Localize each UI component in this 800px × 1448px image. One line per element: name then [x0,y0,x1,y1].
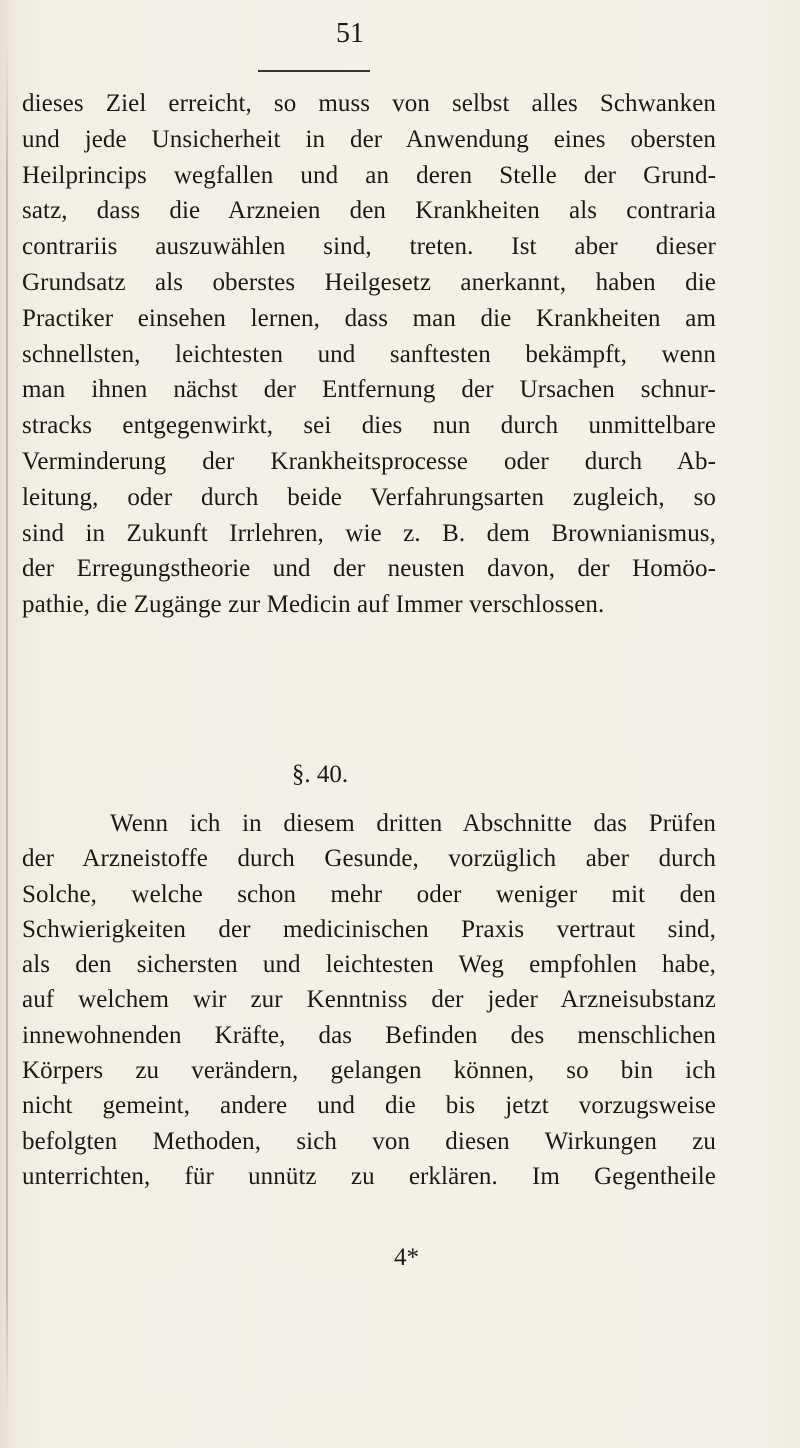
text-line: und jede Unsicherheit in der Anwendung eines obersten [22,125,716,153]
text-line: Practiker einsehen lernen, dass man die Krankheiten am [22,304,716,332]
text-line: innewohnenden Kräfte, das Befinden des menschlichen [22,1021,716,1049]
text-line: sind in Zukunft Irrlehren, wie z. B. dem Brownianismus, [22,519,716,547]
section-heading: §. 40. [291,761,349,788]
text-line: Solche, welche schon mehr oder weniger mit den [22,880,716,908]
header-rule [258,70,370,72]
text-line: der Erregungstheorie und der neusten davon, der Homöo- [22,555,716,583]
text-line: stracks entgegenwirkt, sei dies nun durch unmittelbare [22,412,716,440]
printer-signature-mark: 4* [394,1244,419,1271]
text-line: man ihnen nächst der Entfernung der Ursachen schnur- [22,376,716,404]
text-line: Wenn ich in diesem dritten Abschnitte das Prüfen [110,810,716,837]
text-line: satz, dass die Arzneien den Krankheiten als contraria [22,197,716,225]
binding-gutter-shadow [6,40,8,1420]
text-line: pathie, die Zugänge zur Medicin auf Immer verschlossen. [22,591,605,619]
text-line: nicht gemeint, andere und die bis jetzt vorzugsweise [22,1092,716,1120]
text-line: der Arzneistoffe durch Gesunde, vorzüglich aber durch [22,845,716,873]
text-line: als den sichersten und leichtesten Weg empfohlen habe, [22,951,716,979]
text-line: befolgten Methoden, sich von diesen Wirkungen zu [22,1127,716,1155]
text-line: schnellsten, leichtesten und sanftesten bekämpft, wenn [22,340,716,368]
page-number: 51 [336,18,364,49]
text-line: Grundsatz als oberstes Heilgesetz anerkannt, haben die [22,268,716,296]
text-line: unterrichten, für unnütz zu erklären. Im Gegentheile [22,1162,716,1190]
text-line: Heilprincips wegfallen und an deren Stelle der Grund- [22,161,716,189]
paragraph-1 [22,86,716,623]
paragraph-2 [22,806,716,1194]
text-line: auf welchem wir zur Kenntniss der jeder Arzneisubstanz [22,986,716,1014]
text-line: Verminderung der Krankheitsprocesse oder durch Ab- [22,447,716,475]
text-line: dieses Ziel erreicht, so muss von selbst alles Schwanken [22,90,716,117]
text-line: leitung, oder durch beide Verfahrungsarten zugleich, so [22,483,716,511]
text-line: contrariis auszuwählen sind, treten. Ist aber dieser [22,233,716,261]
text-line: Schwierigkeiten der medicinischen Praxis vertraut sind, [22,915,716,943]
text-line: Körpers zu verändern, gelangen können, so bin ich [22,1057,716,1085]
